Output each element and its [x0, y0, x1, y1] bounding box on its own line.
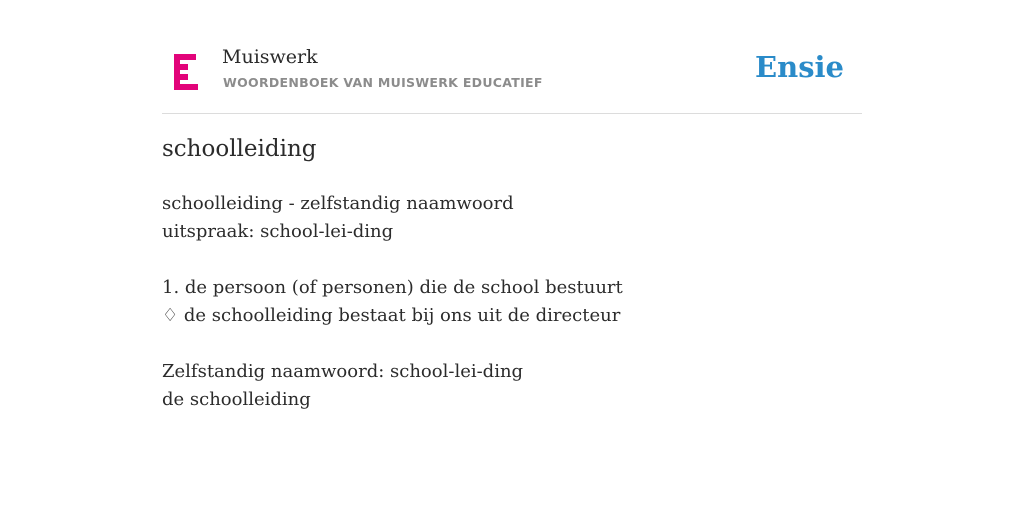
muiswerk-logo-icon[interactable]: [172, 54, 200, 90]
definition-line: 1. de persoon (of personen) die de school bestuurt: [162, 277, 623, 298]
definition-line: ♢ de schoolleiding bestaat bij ons uit de directeur: [162, 305, 621, 326]
definition-line: uitspraak: school-lei-ding: [162, 221, 394, 242]
definition-line: de schoolleiding: [162, 389, 311, 410]
brand-subtitle: WOORDENBOEK VAN MUISWERK EDUCATIEF: [223, 75, 543, 90]
brand-name[interactable]: Muiswerk: [222, 46, 318, 68]
definition-line: schoolleiding - zelfstandig naamwoord: [162, 193, 514, 214]
entry-title: schoolleiding: [162, 136, 317, 162]
definition-line: Zelfstandig naamwoord: school-lei-ding: [162, 361, 524, 382]
site-header: [162, 40, 862, 114]
definition-line: [162, 330, 623, 358]
entry-definition: [162, 190, 623, 414]
ensie-logo-link[interactable]: Ensie: [755, 50, 844, 84]
definition-line: [162, 246, 623, 274]
